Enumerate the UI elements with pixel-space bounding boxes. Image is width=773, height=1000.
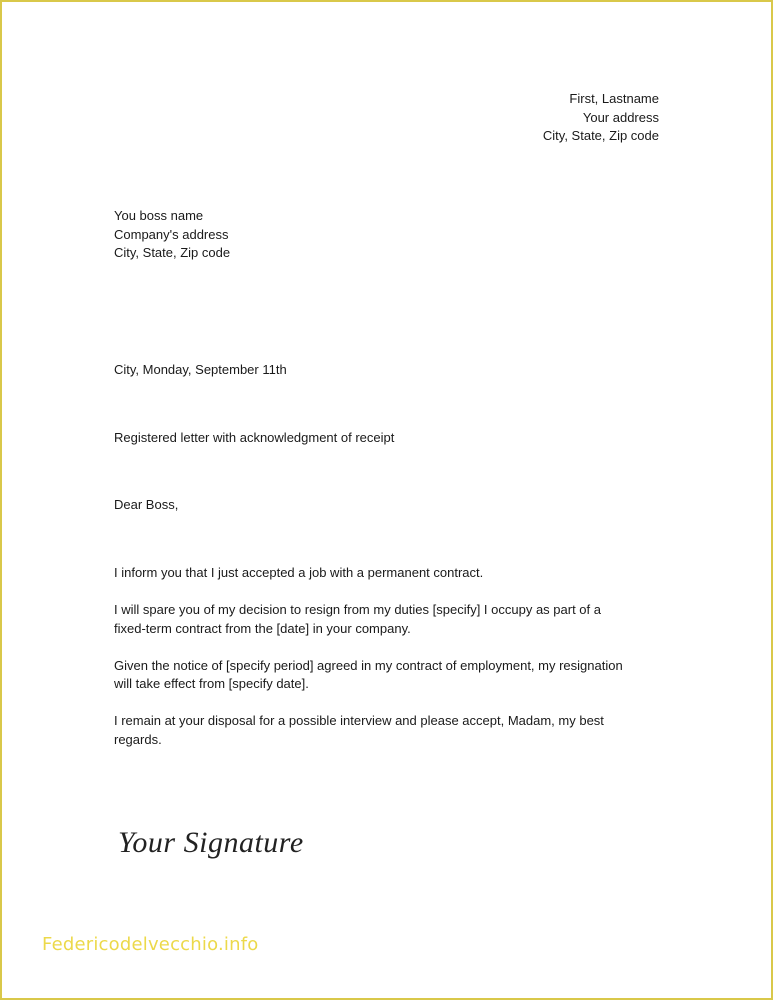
signature: Your Signature [118, 826, 304, 859]
sender-address-block [543, 90, 659, 146]
paragraph-1 [114, 564, 664, 583]
recipient-address-block [114, 207, 230, 263]
recipient-name: You boss name [114, 208, 204, 223]
watermark: Federicodelvecchio.info [42, 934, 259, 955]
paragraph-4-line-1: I remain at your disposal for a possible interview and please accept, Madam, my best [114, 713, 604, 728]
paragraph-4-line-2: regards. [114, 731, 162, 747]
salutation: Dear Boss, [114, 497, 179, 512]
paragraph-1-line: I inform you that I just accepted a job with a permanent contract. [114, 565, 484, 580]
recipient-city: City, State, Zip code [114, 245, 231, 260]
sender-address: Your address [582, 109, 659, 125]
paragraph-3 [114, 657, 664, 694]
paragraph-2-line-2: fixed-term contract from the [date] in your company. [114, 620, 411, 636]
paragraph-4 [114, 712, 664, 749]
sender-name: First, Lastname [569, 91, 659, 106]
sender-city: City, State, Zip code [542, 128, 659, 143]
paragraph-3-line-1: Given the notice of [specify period] agreed in my contract of employment, my resignation [114, 657, 623, 673]
date-line: City, Monday, September 11th [114, 362, 287, 377]
paragraph-2 [114, 601, 664, 638]
paragraph-2-line-1: I will spare you of my decision to resign from my duties [specify] I occupy as part of a [114, 602, 601, 617]
recipient-address: Company's address [114, 226, 229, 242]
paragraph-3-line-2: will take effect from [specify date]. [114, 676, 309, 691]
registered-letter-note: Registered letter with acknowledgment of receipt [114, 430, 395, 445]
letter-body [114, 564, 664, 768]
